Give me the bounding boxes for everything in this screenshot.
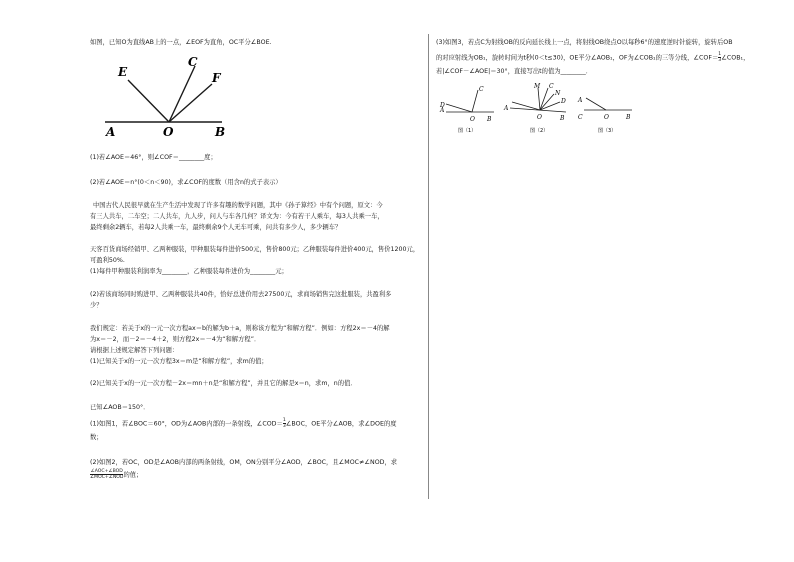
fig3-label-b: B	[626, 114, 631, 121]
q3-part2-line-2: 少？	[90, 302, 103, 309]
q2-line-2: 有三人共车，二车空；二人共车，九人步，问人与车各几何？译文为：今有若干人乘车，每3人共乘一车，	[90, 213, 384, 220]
q4-line-2: 为x＝－2，而－2＝－4＋2，则方程2x＝－4为“和解方程”．	[90, 336, 261, 343]
q1-figure	[100, 52, 240, 140]
q4-line-3: 请根据上述规定解答下列问题：	[90, 347, 179, 354]
column-divider	[428, 34, 429, 499]
q5-part3-line-3: 若|∠COF－∠AOE|＝30°，直接写出t的值为________．	[436, 68, 593, 75]
q1-label-c: C	[188, 55, 198, 69]
fig1-label-a: A	[440, 107, 445, 114]
q1-label-b: B	[215, 125, 226, 139]
fig2-label-m: M	[534, 83, 541, 90]
q5-part2-fraction	[90, 469, 123, 480]
q5-part1-line	[90, 418, 397, 429]
q3-part1: (1)每件甲种服装利润率为________，乙种服装每件进价为________元；	[90, 268, 288, 275]
q4-line-1: 我们规定：若关于x的一元一次方程ax＝b的解为b＋a，则称该方程为“和解方程”．例如：方程2x＝－4的解	[90, 325, 390, 332]
q3-line-2: 可盈利50%.	[90, 257, 125, 264]
q2-line-1: 中国古代人民很早就在生产生活中发现了许多有趣的数学问题，其中《孙子算经》中有个问题，原文：今	[93, 202, 383, 209]
q5-part2-frac-den: ∠MOC+∠NOD	[90, 475, 124, 480]
q4-part1: (1)已知关于x的一元一次方程3x＝m是“和解方程”，求m的值；	[90, 358, 268, 365]
q5-part3-line-2	[436, 52, 749, 63]
q5-part1-frac-den: 3	[282, 424, 286, 429]
q5-part1-c: 数；	[90, 434, 103, 441]
fig3-label-a: A	[578, 97, 583, 104]
q5-part3-line-2-text: 的对应射线为OB₁，旋转时间为t秒(0＜t≤30)，OE平分∠AOB₁，OF为∠COB₁的三等分线，∠COF＝	[436, 54, 719, 62]
fig2-label-o: O	[537, 114, 542, 121]
q4-part2: (2)已知关于x的一元一次方程－2x＝mn＋n是“和解方程”，并且它的解是x＝n，求m，n的值．	[90, 380, 357, 387]
q5-part3-line-1: (3)如图3，若点C为射线OB的反向延长线上一点，将射线OB绕点O以每秒6°的速度逆时针旋转，旋转后OB	[436, 39, 733, 46]
fig2-caption: 图（2）	[530, 128, 549, 134]
fig1-caption: 图（1）	[458, 128, 477, 134]
q5-part2-a: (2)如图2，若OC，OD是∠AOB内部的两条射线，OM，ON分别平分∠AOD，∠BOC，且∠MOC≠∠NOD，求	[90, 459, 398, 466]
q5-part3-line-2-end: ∠COB₁，	[721, 54, 750, 62]
q5-part3-frac-num: 1	[718, 52, 722, 57]
q1-stem: 如图，已知O为直线AB上的一点，∠EOF为直角，OC平分∠BOE.	[90, 39, 272, 46]
q5-part1-frac-num: 1	[282, 418, 286, 423]
q5-part2-line	[90, 469, 142, 480]
fig2-label-b: B	[560, 115, 565, 122]
fig3-label-o: O	[604, 114, 609, 121]
q5-figure-3	[576, 88, 636, 136]
q1-part2: (2)若∠AOE＝n°(0＜n＜90)，求∠COF的度数（用含n的式子表示）	[90, 179, 282, 186]
fig1-label-c: C	[479, 86, 484, 93]
q5-part2-b: 的值；	[123, 471, 143, 479]
q5-part2-frac-num: ∠AOC+∠BOD	[90, 469, 123, 474]
q3-line-1: 天客百货商场经销甲、乙两种服装，甲种服装每件进价500元，售价800元；乙种服装每件进价400元，售价1200元，	[90, 246, 420, 253]
fig1-label-o: O	[470, 116, 475, 123]
q1-label-a: A	[106, 125, 116, 139]
q5-part1-b: ∠BOC，OE平分∠AOB，求∠DOE的度	[285, 420, 397, 428]
q1-label-o: O	[163, 125, 174, 139]
fig1-label-d: D	[440, 102, 445, 109]
fig3-caption: 图（3）	[598, 128, 617, 134]
q1-label-e: E	[118, 65, 128, 79]
fig1-label-b: B	[487, 116, 492, 123]
fig2-label-a: A	[504, 105, 509, 112]
q2-line-3: 最终剩余2辆车，若每2人共乘一车，最终剩余9个人无车可乘，问共有多少人，多少辆车？	[90, 224, 342, 231]
fig3-label-c: C	[578, 114, 583, 121]
q3-part2-line-1: (2)若该商场同时购进甲、乙两种服装共40件，恰好总进价用去27500元，求商场销售完这批服装，共盈利多	[90, 291, 392, 298]
q1-label-f: F	[212, 71, 221, 85]
q5-figure-2	[504, 80, 574, 136]
q5-part1-a: (1)如图1，若∠BOC＝60°，OD为∠AOB内部的一条射线，∠COD＝	[90, 420, 283, 428]
q5-figure-1	[438, 84, 498, 134]
fig2-label-d: D	[561, 98, 566, 105]
q5-stem: 已知∠AOB＝150°．	[90, 404, 150, 411]
q1-part1: (1)若∠AOE＝46°，则∠COF＝________度；	[90, 154, 217, 161]
q5-part3-frac-den: 3	[718, 58, 722, 63]
fig2-label-n: N	[555, 90, 561, 97]
fig2-label-c: C	[549, 83, 554, 90]
